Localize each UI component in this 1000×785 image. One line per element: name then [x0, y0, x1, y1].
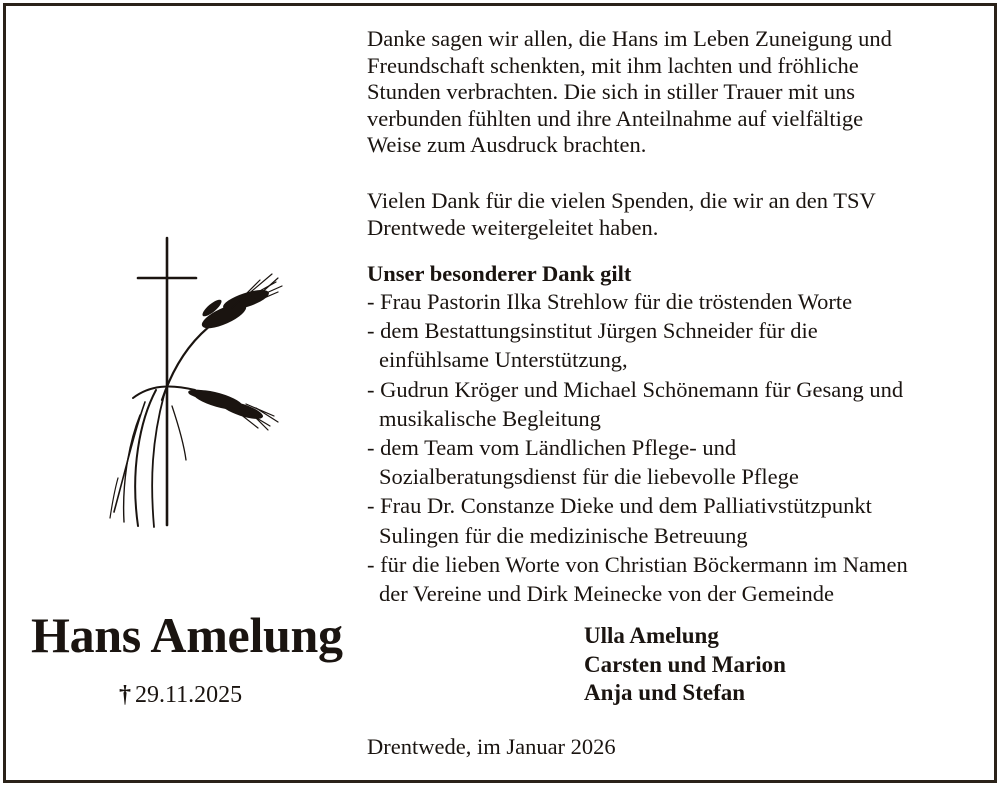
special-thanks-heading: Unser besonderer Dank gilt	[367, 261, 632, 286]
list-item-continuation: Sozialberatungsdienst für die liebevolle Pflege	[379, 464, 799, 490]
donations-paragraph	[367, 188, 876, 241]
death-date-line	[119, 680, 242, 710]
list-item: - für die lieben Worte von Christian Böckermann im Namen	[367, 551, 908, 577]
list-item-continuation: einfühlsame Unterstützung,	[379, 347, 628, 373]
list-item-continuation: musikalische Begleitung	[379, 405, 601, 431]
signer: Carsten und Marion	[584, 651, 786, 677]
deceased-name: Hans Amelung	[31, 607, 343, 663]
text-line: verbunden fühlten und ihre Anteilnahme auf vielfältige	[367, 105, 864, 131]
text-line: Weise zum Ausdruck brachten.	[367, 132, 647, 157]
cross-icon: †	[119, 682, 131, 708]
text-line: Drentwede weitergeleitet haben.	[367, 214, 659, 240]
list-item: - dem Bestattungsinstitut Jürgen Schneider für die	[367, 318, 818, 344]
list-item: - Gudrun Kröger und Michael Schönemann für Gesang und	[367, 376, 904, 402]
thanks-paragraph	[367, 26, 892, 159]
signers-list	[584, 622, 786, 708]
signer: Ulla Amelung	[584, 623, 719, 648]
special-thanks-list	[367, 287, 908, 608]
list-item-continuation: der Vereine und Dirk Meinecke von der Gemeinde	[379, 581, 835, 607]
death-date: 29.11.2025	[135, 682, 243, 708]
list-item: - dem Team vom Ländlichen Pflege- und	[367, 435, 737, 461]
list-item-continuation: Sulingen für die medizinische Betreuung	[379, 522, 748, 548]
text-line: Vielen Dank für die vielen Spenden, die wir an den TSV	[367, 188, 876, 213]
text-line: Danke sagen wir allen, die Hans im Leben Zuneigung und	[367, 26, 892, 51]
text-line: Freundschaft schenkten, mit ihm lachten und fröhliche	[367, 52, 859, 78]
place-and-date: Drentwede, im Januar 2026	[367, 734, 616, 759]
cross-with-wheat-icon	[100, 230, 285, 535]
list-item: - Frau Dr. Constanze Dieke und dem Palliativstützpunkt	[367, 493, 872, 519]
list-item: - Frau Pastorin Ilka Strehlow für die tröstenden Worte	[367, 289, 853, 314]
text-line: Stunden verbrachten. Die sich in stiller Trauer mit uns	[367, 79, 856, 104]
signer: Anja und Stefan	[584, 680, 746, 705]
